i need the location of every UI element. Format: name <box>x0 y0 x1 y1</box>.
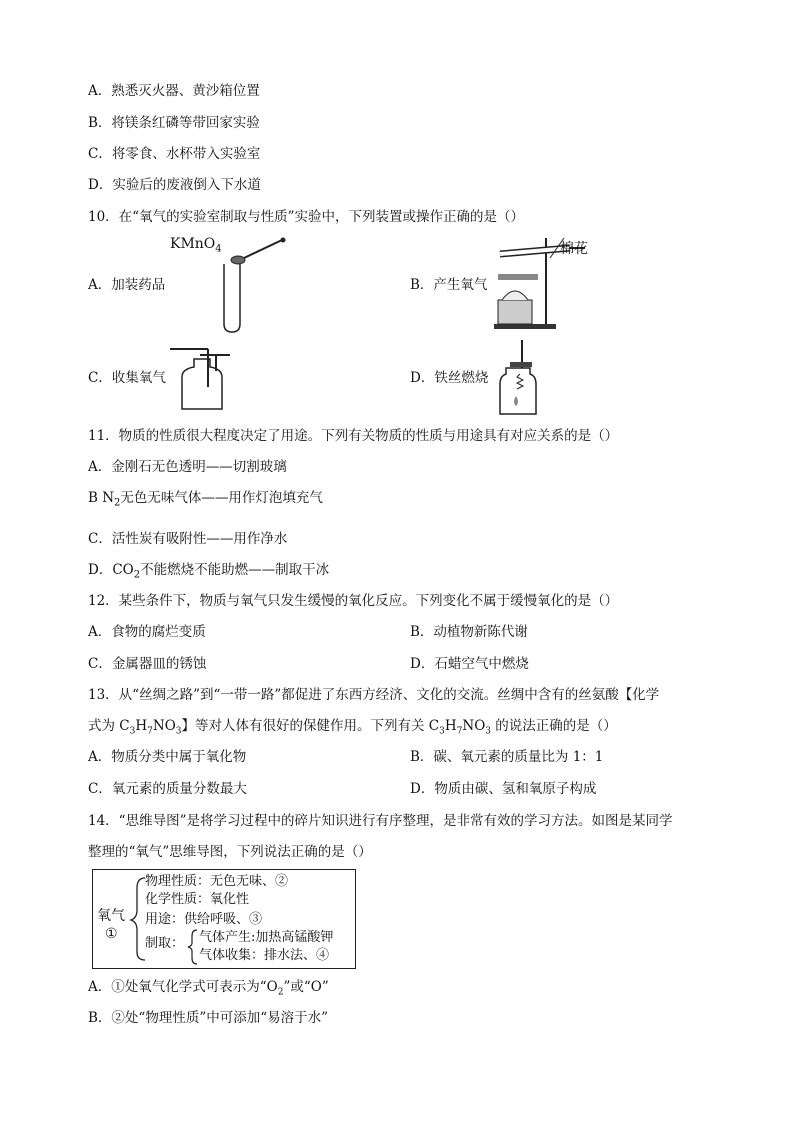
q14-stem-line2: 整理的“氧气”思维导图，下列说法正确的是（） <box>88 844 372 860</box>
q12-option-c: C．金属器皿的锈蚀 <box>88 656 207 672</box>
q13-option-a: A．物质分类中属于氧化物 <box>88 749 247 765</box>
q12-stem: 12．某些条件下，物质与氧气只发生缓慢的氧化反应。下列变化不属于缓慢氧化的是（） <box>88 593 619 609</box>
q11-option-c: C．活性炭有吸附性——用作净水 <box>88 531 288 547</box>
q10-stem: 10．在“氧气的实验室制取与性质”实验中，下列装置或操作正确的是（） <box>88 209 524 225</box>
q12-option-d: D．石蜡空气中燃烧 <box>410 656 529 672</box>
oxygen-mind-map <box>92 869 356 969</box>
q10-option-d: D．铁丝燃烧 <box>410 370 489 386</box>
q13-option-d: D．物质由碳、氢和氧原子构成 <box>410 781 597 797</box>
q11-stem: 11．物质的性质很大程度决定了用途。下列有关物质的性质与用途具有对应关系的是（） <box>88 428 619 444</box>
q13-option-b: B．碳、氧元素的质量比为 1：1 <box>410 749 604 765</box>
q11-option-d: D．$CO_2$不能燃烧不能助燃——制取干冰 <box>88 562 330 581</box>
cotton-label: 棉花 <box>560 241 588 257</box>
q12-option-b: B．动植物新陈代谢 <box>410 624 528 640</box>
kmno4-spoon-label: KMnO$_4$ <box>170 236 222 255</box>
mind-use: 用途：供给呼吸、③ <box>145 912 263 927</box>
q14-option-b: B．②处“物理性质”中可添加“易溶于水” <box>88 1010 329 1026</box>
mind-gas-generation: 气体产生:加热高锰酸钾 <box>199 930 334 945</box>
q13-option-c: C．氧元素的质量分数最大 <box>88 781 247 797</box>
gas-collection-bottle-figure <box>168 345 234 411</box>
mind-prep: 制取： <box>145 936 185 951</box>
q13-stem-line2: 式为 $C_3H_7NO_3$】等对人体有很好的保健作用。下列有关 $C_3H_7NO_3$ 的说法正确的是（） <box>88 718 617 737</box>
q14-option-a: A．①处氧气化学式可表示为“$O_2$”或“O” <box>88 979 329 998</box>
q10-option-c: C．收集氧气 <box>88 370 166 386</box>
q9-option-b: B．将镁条红磷等带回家实验 <box>88 115 260 131</box>
mind-chemical: 化学性质：氧化性 <box>145 892 250 907</box>
q14-stem-line1: 14．“思维导图”是将学习过程中的碎片知识进行有序整理，是非常有效的学习方法。如图是某同学 <box>88 813 673 829</box>
mind-gas-collection: 气体收集：排水法、④ <box>199 948 330 963</box>
q10-option-b: B．产生氧气 <box>410 277 488 293</box>
mind-sub-brace-icon <box>187 928 199 966</box>
q9-option-a: A．熟悉灭火器、黄沙箱位置 <box>88 83 260 99</box>
q11-option-b: B $N_2$无色无味气体——用作灯泡填充气 <box>88 490 323 509</box>
test-tube-spoon-figure <box>210 232 290 337</box>
mind-physical: 物理性质：无色无味、② <box>145 874 289 889</box>
q11-option-a: A．金刚石无色透明——切割玻璃 <box>88 459 287 475</box>
mind-root-num: ① <box>105 926 118 942</box>
q9-option-d: D．实验后的废液倒入下水道 <box>88 177 261 193</box>
iron-wire-combustion-figure <box>496 338 540 416</box>
q10-option-a: A．加装药品 <box>88 277 166 293</box>
q12-option-a: A．食物的腐烂变质 <box>88 624 206 640</box>
q13-stem-line1: 13．从“丝绸之路”到“一带一路”都促进了东西方经济、文化的交流。丝绸中含有的丝氨酸【化学 <box>88 687 660 703</box>
q9-option-c: C．将零食、水杯带入实验室 <box>88 146 261 162</box>
mind-root: 氧气 <box>97 908 125 924</box>
